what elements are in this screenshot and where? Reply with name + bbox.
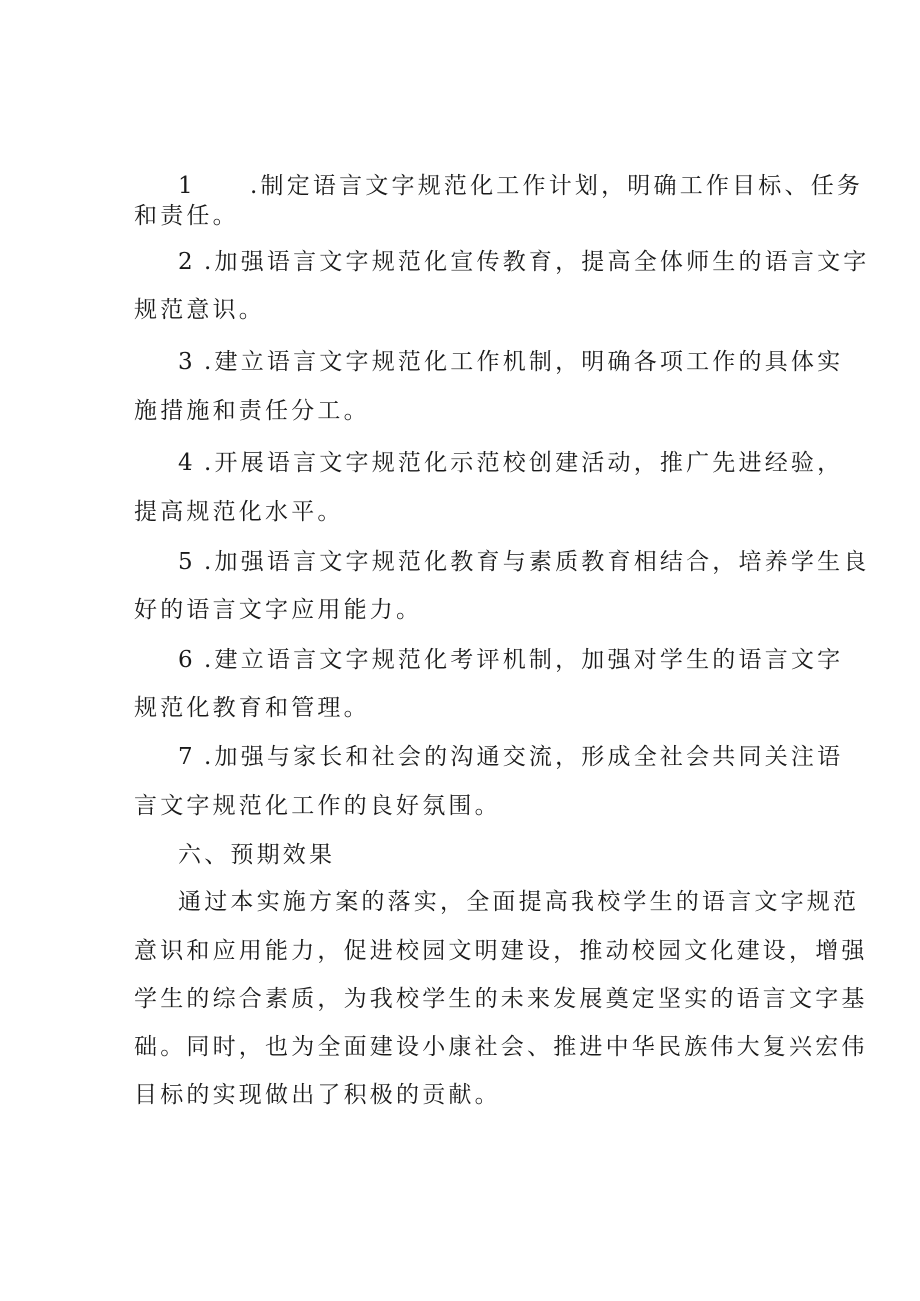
list-item-2-line-2: 规范意识。 (134, 297, 265, 323)
paragraph-line-5: 目标的实现做出了积极的贡献。 (134, 1082, 501, 1108)
list-item-5-line-1 (178, 548, 870, 576)
item-number: 6 (178, 647, 196, 673)
list-item-2-line-1 (178, 248, 870, 276)
paragraph-line-1: 通过本实施方案的落实，全面提高我校学生的语言文字规范 (178, 889, 860, 915)
list-item-3-line-1 (178, 348, 848, 376)
paragraph-line-4: 础。同时，也为全面建设小康社会、推进中华民族伟大复兴宏伟 (134, 1034, 868, 1060)
list-item-7-line-1 (178, 743, 848, 771)
section-heading: 六、预期效果 (178, 842, 336, 868)
list-item-3-line-2: 施措施和责任分工。 (134, 398, 370, 424)
list-item-4-line-1 (178, 449, 848, 477)
item-text: .制定语言文字规范化工作计划，明确工作目标、任务 (250, 173, 864, 199)
item-number: 3 (178, 349, 196, 375)
item-text: .建立语言文字规范化考评机制，加强对学生的语言文字 (204, 647, 844, 673)
item-number: 2 (178, 249, 196, 275)
list-item-6-line-2: 规范化教育和管理。 (134, 695, 370, 721)
paragraph-line-3: 学生的综合素质，为我校学生的未来发展奠定坚实的语言文字基 (134, 986, 868, 1012)
item-text: .建立语言文字规范化工作机制，明确各项工作的具体实 (204, 349, 844, 375)
list-item-1-line-1 (178, 172, 864, 200)
item-text: .开展语言文字规范化示范校创建活动，推广先进经验， (204, 450, 844, 476)
list-item-6-line-1 (178, 646, 848, 674)
item-number: 7 (178, 744, 196, 770)
list-item-7-line-2: 言文字规范化工作的良好氛围。 (134, 793, 501, 819)
list-item-4-line-2: 提高规范化水平。 (134, 499, 344, 525)
list-item-5-line-2: 好的语言文字应用能力。 (134, 597, 423, 623)
paragraph-line-2: 意识和应用能力，促进校园文明建设，推动校园文化建设，增强 (134, 938, 868, 964)
item-number: 5 (178, 549, 196, 575)
item-text: .加强语言文字规范化宣传教育，提高全体师生的语言文字 (204, 249, 870, 275)
item-number: 1 (178, 173, 196, 199)
list-item-1-line-2: 和责任。 (134, 203, 239, 229)
item-text: .加强与家长和社会的沟通交流，形成全社会共同关注语 (204, 744, 844, 770)
item-text: .加强语言文字规范化教育与素质教育相结合，培养学生良 (204, 549, 870, 575)
item-number: 4 (178, 450, 196, 476)
